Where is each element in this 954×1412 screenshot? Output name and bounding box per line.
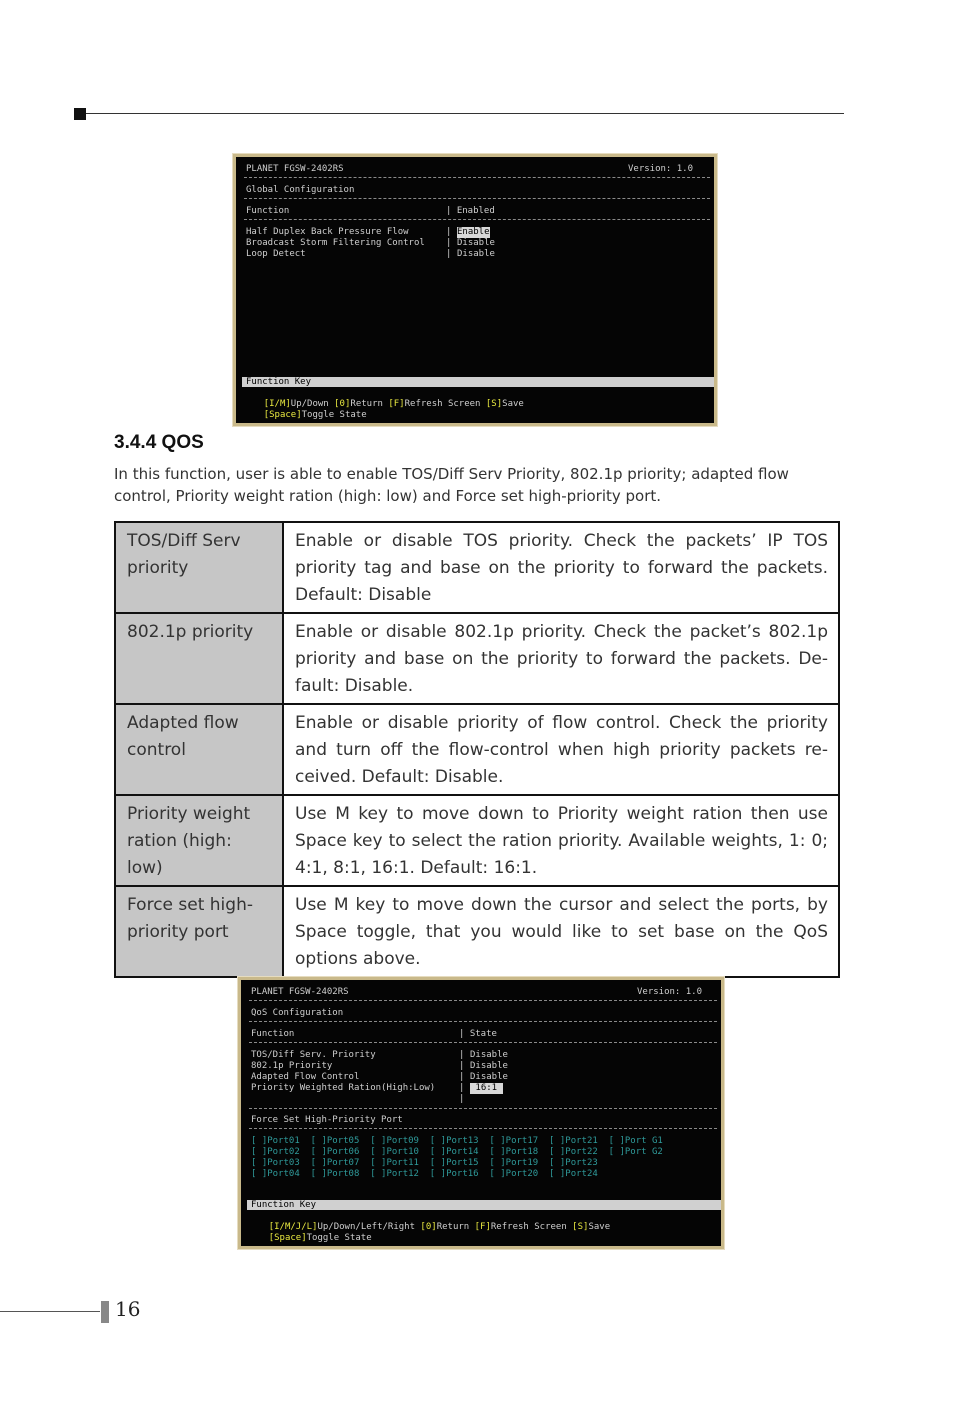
option-description: Enable or disable priority of flow control. Check the priority and turn off the flow-control when high priority packets re-ceived. Default: Disable.	[283, 704, 839, 795]
qos-options-table	[114, 521, 840, 978]
function-key-bar: Function Key	[247, 1200, 723, 1210]
row-value-selected[interactable]: Enable	[457, 227, 490, 237]
port-row[interactable]: [ ]Port04 [ ]Port08 [ ]Port12 [ ]Port16 [ ]Port20 [ ]Port24	[251, 1169, 598, 1179]
terminal-version: Version: 1.0	[637, 987, 703, 997]
table-row	[115, 886, 839, 977]
row-value[interactable]: Disable	[457, 238, 495, 248]
option-description: Use M key to move down the cursor and select the ports, by Space toggle, that you would like to set base on the QoS options above.	[283, 886, 839, 977]
option-description: Use M key to move down to Priority weight ration then use Space key to select the ration priority. Available weights, 1: 0; 4:1, 8:1, 16:1. Default: 16:1.	[283, 795, 839, 886]
option-label: Priority weight ration (high: low)	[115, 795, 283, 886]
port-row[interactable]: [ ]Port01 [ ]Port05 [ ]Port09 [ ]Port13 [ ]Port17 [ ]Port21 [ ]Port G1	[251, 1136, 663, 1146]
row-label: 802.1p Priority	[251, 1061, 333, 1071]
column-enabled: | Enabled	[446, 206, 495, 216]
row-label: Loop Detect	[246, 249, 306, 259]
row-label: Broadcast Storm Filtering Control	[246, 238, 425, 248]
footer-rule	[0, 1311, 100, 1312]
function-key-line: [Space]Toggle State	[268, 1232, 372, 1243]
column-function: Function	[251, 1029, 295, 1039]
row-value[interactable]: Disable	[470, 1050, 508, 1060]
column-state: | State	[459, 1029, 497, 1039]
option-label: 802.1p priority	[115, 613, 283, 704]
option-label: Force set high-priority port	[115, 886, 283, 977]
row-value[interactable]: Disable	[470, 1072, 508, 1082]
function-key-line: [I/M]Up/Down [0]Return [F]Refresh Screen [S]Save	[263, 398, 524, 409]
table-row	[115, 613, 839, 704]
port-row[interactable]: [ ]Port03 [ ]Port07 [ ]Port11 [ ]Port15 [ ]Port19 [ ]Port23	[251, 1158, 598, 1168]
option-description: Enable or disable TOS priority. Check the packets’ IP TOS priority tag and base on the priority to forward the packets. Default: Disable	[283, 522, 839, 613]
section-title: 3.4.4 QOS	[114, 432, 204, 453]
table-row	[115, 704, 839, 795]
row-value[interactable]: Disable	[470, 1061, 508, 1071]
table-row	[115, 795, 839, 886]
column-function: Function	[246, 206, 290, 216]
terminal-title: PLANET FGSW-2402RS	[251, 987, 349, 997]
intro-paragraph: In this function, user is able to enable TOS/Diff Serv Priority, 802.1p priority; adapted flow control, Priority weight ration (high: low) and Force set high-priority port.	[114, 465, 789, 505]
terminal-section: Global Configuration	[246, 185, 355, 195]
row-label: TOS/Diff Serv. Priority	[251, 1050, 376, 1060]
port-row[interactable]: [ ]Port02 [ ]Port06 [ ]Port10 [ ]Port14 [ ]Port18 [ ]Port22 [ ]Port G2	[251, 1147, 663, 1157]
row-label: Half Duplex Back Pressure Flow	[246, 227, 409, 237]
header-rule	[86, 113, 844, 114]
terminal-version: Version: 1.0	[628, 164, 694, 174]
row-label: Priority Weighted Ration(High:Low)	[251, 1083, 436, 1093]
header-marker	[74, 108, 86, 120]
row-value[interactable]: Disable	[457, 249, 495, 259]
option-label: TOS/Diff Serv priority	[115, 522, 283, 613]
option-label: Adapted flow control	[115, 704, 283, 795]
force-port-title: Force Set High-Priority Port	[251, 1115, 403, 1125]
terminal-section: QoS Configuration	[251, 1008, 344, 1018]
qos-config-screenshot: PLANET FGSW-2402RS Version: 1.0 QoS Configuration Function | State TOS/Diff Serv. Priority | Disable 802.1p Priority | Disable Adapted Flow Control | Disable Priority Weighted Ration(High:Low) | 16:1 | Force Set High-Priority Port [ ]Port01 [ ]Port05 [ ]Port09 [ ]Port13 [ ]Port17 [ ]Port21 [ ]Port G1 [ ]Port02 [ ]Port06 [ ]Port10 [ ]Port14 [ ]Port18 [ ]Port22 [ ]Port G2 [ ]Port03 [ ]Port07 [ ]Port11 [ ]Port15 [ ]Port19 [ ]Port23 [ ]Port04 [ ]Port08 [ ]Port12 [ ]Port16 [ ]Port20 [ ]Port24 Function Key [I/M/J/L]Up/Down/Left/Right [0]Return [F]Refresh Screen [S]Save [Space]Toggle State	[238, 977, 724, 1249]
option-description: Enable or disable 802.1p priority. Check the packet’s 802.1p priority and base on the priority to forward the packets. De-fault: Disable.	[283, 613, 839, 704]
table-row	[115, 522, 839, 613]
terminal-title: PLANET FGSW-2402RS	[246, 164, 344, 174]
footer-marker	[101, 1301, 109, 1323]
function-key-line: [Space]Toggle State	[263, 409, 367, 420]
page-number: 16	[115, 1297, 141, 1321]
function-key-line: [I/M/J/L]Up/Down/Left/Right [0]Return [F]Refresh Screen [S]Save	[268, 1221, 611, 1232]
row-value-selected[interactable]: 16:1	[470, 1083, 503, 1093]
row-label: Adapted Flow Control	[251, 1072, 360, 1082]
global-config-screenshot: PLANET FGSW-2402RS Version: 1.0 Global Configuration Function | Enabled Half Duplex Back Pressure Flow | Enable Broadcast Storm Filtering Control | Disable Loop Detect | Disable Function Key [I/M]Up/Down [0]Return [F]Refresh Screen [S]Save [Space]Toggle State	[233, 154, 717, 426]
function-key-bar: Function Key	[242, 377, 716, 387]
